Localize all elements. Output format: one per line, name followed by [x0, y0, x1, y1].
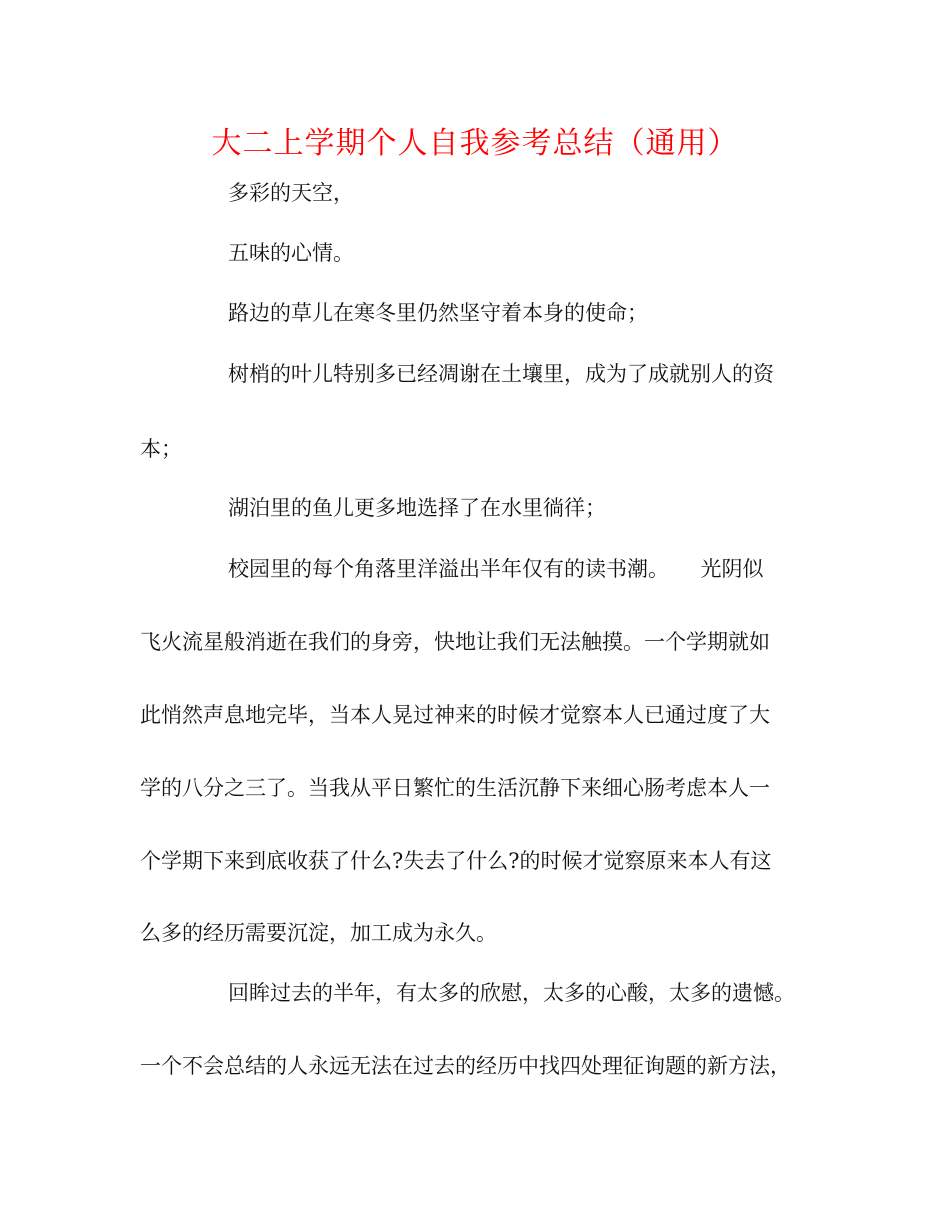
- paragraph-line: 么多的经历需要沉淀，加工成为永久。: [140, 921, 497, 945]
- paragraph-line: 路边的草儿在寒冬里仍然坚守着本身的使命；: [228, 301, 648, 325]
- paragraph-line: 校园里的每个角落里洋溢出半年仅有的读书潮。 光阴似: [228, 557, 764, 581]
- paragraph-line: 回眸过去的半年，有太多的欣慰，太多的心酸，太多的遗憾。: [228, 981, 795, 1005]
- paragraph-line: 个学期下来到底收获了什么?失去了什么?的时候才觉察原来本人有这: [140, 849, 772, 873]
- document-title: 大二上学期个人自我参考总结（通用）: [211, 126, 739, 161]
- paragraph-line: 五味的心情。: [228, 241, 354, 265]
- paragraph-line: 湖泊里的鱼儿更多地选择了在水里徜徉；: [228, 496, 606, 520]
- paragraph-line: 一个不会总结的人永远无法在过去的经历中找四处理征询题的新方法，: [140, 1054, 791, 1078]
- paragraph-line: 学的八分之三了。当我从平日繁忙的生活沉静下来细心肠考虑本人一: [140, 776, 770, 800]
- paragraph-line: 此悄然声息地完毕，当本人晃过神来的时候才觉察本人已通过度了大: [140, 703, 770, 727]
- paragraph-line: 多彩的天空，: [228, 181, 354, 205]
- paragraph-line: 飞火流星般消逝在我们的身旁，快地让我们无法触摸。一个学期就如: [140, 630, 770, 654]
- paragraph-line: 本；: [140, 437, 182, 461]
- paragraph-line: 树梢的叶儿特别多已经凋谢在土壤里，成为了成就别人的资: [228, 362, 774, 386]
